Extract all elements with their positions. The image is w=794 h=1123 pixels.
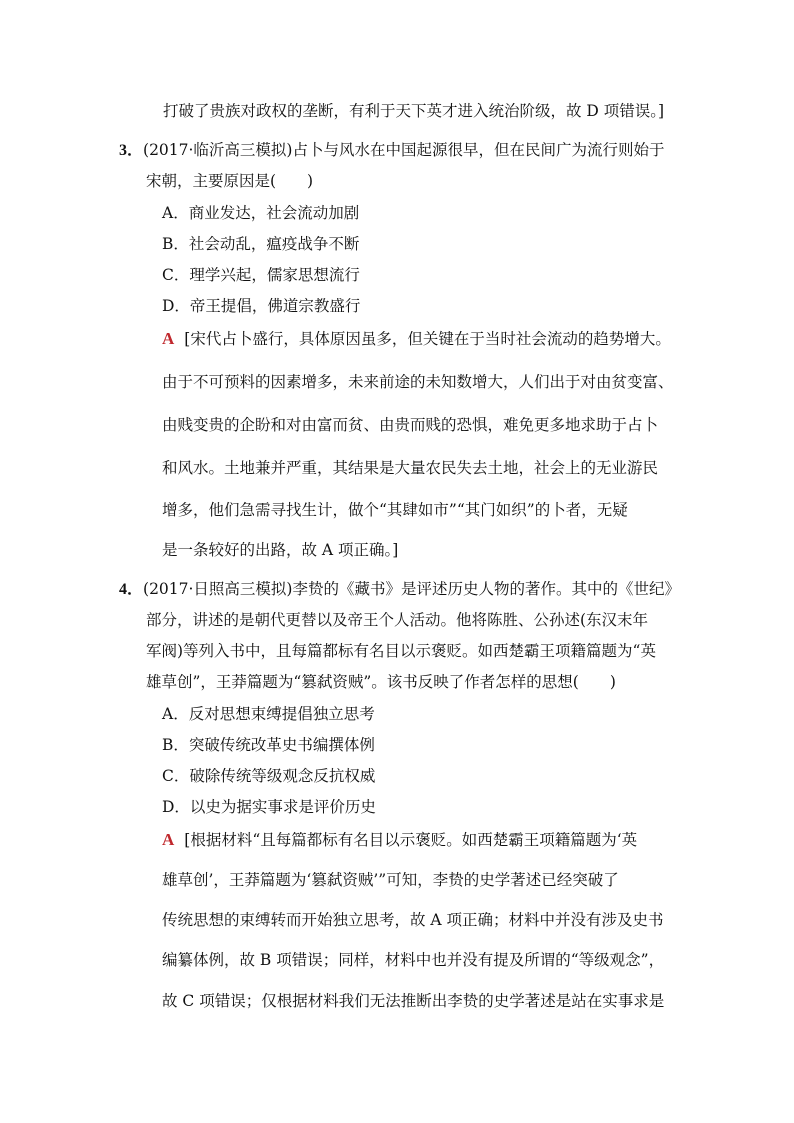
question-4-option-b: B．突破传统改革史书编撰体例 [162, 736, 375, 754]
answer-letter: A [162, 830, 175, 849]
explanation-line: [宋代占卜盛行，具体原因虽多，但关键在于当时社会流动的趋势增大。 [184, 330, 671, 348]
explanation-line: 编纂体例，故 B 项错误；同样，材料中也并没有提及所谓的“等级观念”， [162, 951, 665, 969]
explanation-line: 传统思想的束缚转而开始独立思考，故 A 项正确；材料中并没有涉及史书 [162, 911, 664, 929]
explanation-line: [根据材料“且每篇都标有名目以示褒贬。如西楚霸王项籍篇题为‘英 [184, 831, 638, 849]
explanation-line: 雄草创’，王莽篇题为‘篡弑资贼’”可知，李贽的史学著述已经突破了 [162, 871, 619, 889]
explanation-line: 和风水。土地兼并严重，其结果是大量农民失去土地，社会上的无业游民 [162, 459, 659, 477]
explanation-line: 增多，他们急需寻找生计，做个“其肆如市”“其门如织”的卜者，无疑 [162, 501, 628, 519]
question-3-stem [119, 140, 665, 161]
question-4-stem-line2: 部分，讲述的是朝代更替以及帝王个人活动。他将陈胜、公孙述(东汉末年 [146, 611, 649, 629]
question-4-option-a: A．反对思想束缚提倡独立思考 [162, 705, 375, 723]
question-stem-text: (2017·临沂高三模拟)占卜与风水在中国起源很早，但在民间广为流行则始于 [143, 141, 665, 159]
question-4-stem-line3: 军阀)等列入书中，且每篇都标有名目以示褒贬。如西楚霸王项籍篇题为“英 [146, 642, 656, 660]
question-3-option-b: B．社会动乱，瘟疫战争不断 [162, 235, 360, 253]
explanation-line: 是一条较好的出路，故 A 项正确。] [162, 541, 399, 559]
question-number: 4． [119, 581, 144, 598]
question-3-option-d: D．帝王提倡，佛道宗教盛行 [162, 297, 361, 315]
question-4-answer [162, 830, 637, 850]
question-number: 3． [119, 142, 144, 159]
question-4-option-c: C．破除传统等级观念反抗权威 [162, 767, 376, 785]
explanation-line: 由贱变贵的企盼和对由富而贫、由贵而贱的恐惧，难免更多地求助于占卜 [162, 416, 659, 434]
question-3-stem-line2: 宋朝，主要原因是( ) [146, 172, 314, 190]
question-3-option-c: C．理学兴起，儒家思想流行 [162, 266, 360, 284]
explanation-line: 由于不可预料的因素增多，未来前途的未知数增大，人们出于对由贫变富、 [162, 373, 674, 391]
explanation-line: 故 C 项错误；仅根据材料我们无法推断出李贽的史学著述是站在实事求是 [162, 992, 665, 1010]
answer-letter: A [162, 329, 175, 348]
question-4-stem-line4: 雄草创”，王莽篇题为“篡弑资贼”。该书反映了作者怎样的思想( ) [146, 673, 616, 691]
question-4-option-d: D．以史为据实事求是评价历史 [162, 798, 376, 816]
question-4-stem [119, 579, 680, 600]
question-3-answer [162, 329, 671, 349]
question-3-option-a: A．商业发达，社会流动加剧 [162, 204, 360, 222]
intro-line: 打破了贵族对政权的垄断，有利于天下英才进入统治阶级，故 D 项错误。] [163, 102, 665, 120]
question-stem-text: (2017·日照高三模拟)李贽的《藏书》是评述历史人物的著作。其中的《世纪》 [143, 580, 680, 598]
